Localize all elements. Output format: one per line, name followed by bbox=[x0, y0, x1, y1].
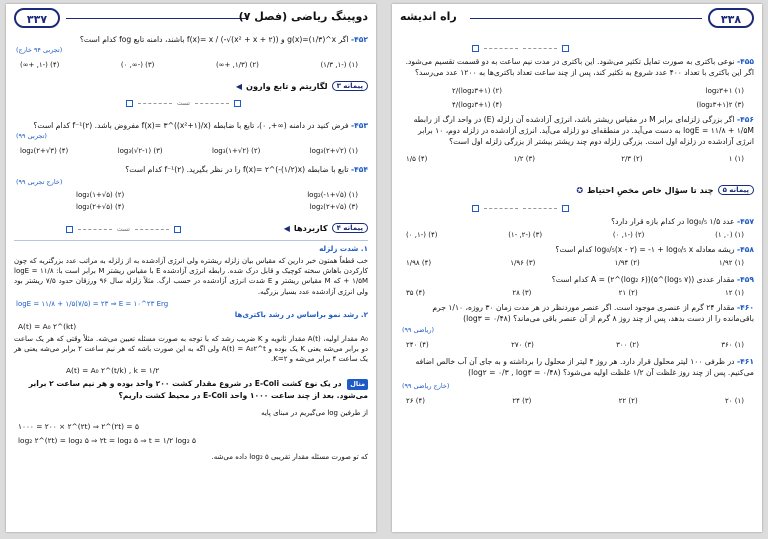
options-454-a bbox=[76, 190, 358, 201]
paragraph-bacteria: A₀ مقدار اولیه، A(t) مقدار ثانویه و K ضریب رشد که با توجه به صورت مسئله تعیین می‌شه. مثلاً وقتی که هر یک ساعت دو برابر می‌شه یعنی K یک بوده و A(t) = A₀۲^t ولی اگه به این صورت باشه که هر نیم ساعت ۲ برابر می‌شه یعنی هر یک ساعت ۴ برابر می‌شه و K=۲. bbox=[14, 335, 368, 364]
left-page bbox=[6, 4, 376, 532]
option-4[interactable]: (۴) (-۱, +∞) bbox=[20, 61, 60, 69]
question-number: ۴۵۴- bbox=[350, 165, 368, 174]
question-text: فرض کنید در دامنه (∞+, ۰)، تابع با ضابطه f(x)= ۳^((x²+۱)/x) مفروض باشد. f⁻¹(۲) کدام است؟ bbox=[33, 121, 349, 130]
options-461 bbox=[406, 396, 744, 407]
checkbox-icon bbox=[174, 226, 181, 233]
question-452 bbox=[14, 34, 368, 46]
options-460 bbox=[406, 340, 744, 351]
section-5-heading bbox=[576, 182, 754, 198]
test-ruler bbox=[66, 225, 181, 233]
option-4[interactable]: (۴) ۳۵ bbox=[406, 289, 426, 297]
question-text: ریشه معادله log₀/₅(x - ۲) = -۱ + log₀/₅ x کدام است؟ bbox=[555, 245, 735, 254]
source-badge: (تجربی ۹۴ خارج) bbox=[16, 46, 63, 54]
question-459 bbox=[400, 274, 754, 286]
subheading-earthquake: ۱. شدت زلزله bbox=[319, 244, 368, 253]
ruler-label: تست bbox=[177, 99, 190, 107]
source-badge: (ریاضی ۹۹) bbox=[402, 326, 434, 334]
math-step-2: log₂ ۲^(۲t) = log₂ ۵ ⇒ ۲t = log₂ ۵ ⇒ t = ۱/۲ log₂ ۵ bbox=[18, 436, 197, 445]
checkbox-icon bbox=[472, 45, 479, 52]
section-title: چند تا سؤال خاص مخصِ احتیاط bbox=[587, 185, 714, 195]
checkbox-icon bbox=[126, 100, 133, 107]
source-badge: (تجربی ۹۹) bbox=[16, 132, 47, 140]
divider bbox=[14, 240, 368, 241]
section-mark: پیمانه ۴ bbox=[332, 223, 368, 233]
example-note: از طرفین log می‌گیریم در مبنای پایه bbox=[261, 409, 368, 417]
question-text: اگر بزرگی زلزله‌ای برابر M در مقیاس ریشتر باشد، انرژی آزادشده آن زلزله (E) در واحد ارگ از رابطه logE = ۱۱/۸ + ۱/۵M به دست می‌آید. در منطقه‌ای دو زلزله می‌آید. انرژی آزادشده در زلزله دوم، ۱۰ برابر انرژی آزادشده در زلزله اول است. بزرگی زلزله دوم چند ریشتر بیشتر از بزرگی زلزله اول است؟ bbox=[413, 115, 754, 146]
option-3[interactable]: (۳) ۲۷۰ bbox=[511, 341, 534, 349]
question-453 bbox=[14, 120, 368, 132]
option-1[interactable]: (۱) ۱۲ bbox=[725, 289, 744, 297]
options-458 bbox=[406, 258, 744, 269]
question-454 bbox=[14, 164, 368, 176]
option-2[interactable]: (۲) ۱/۹۴ bbox=[614, 259, 640, 267]
checkbox-icon bbox=[66, 226, 73, 233]
question-text: اگر g(x)=(۱/۳)^x و f(x)= x / (-√(x² + x + ۲)) باشند، دامنه تابع fog کدام است؟ bbox=[79, 35, 349, 44]
option-2[interactable]: (۲) ۳۰۰ bbox=[616, 341, 639, 349]
options-454-b bbox=[76, 202, 358, 213]
option-1[interactable]: (۱) ۲۰ bbox=[725, 397, 744, 405]
section-mark: پیمانه ۵ bbox=[718, 185, 754, 195]
question-text: تابع با ضابطه f(x)= ۲^(-(۱/۲)x) را در نظر بگیرید. f⁻¹(۲) کدام است؟ bbox=[125, 165, 349, 174]
final-note: که تو صورت مسئله مقدار تقریبی log₂ ۵ داده می‌شه. bbox=[211, 453, 368, 461]
option-4[interactable]: (۴) ۲۶ bbox=[406, 397, 426, 405]
option-2[interactable]: (۲) ۲۲ bbox=[618, 397, 638, 405]
formula-growth-half: A(t) = A₀ ۲^(t/k) , k = ۱/۲ bbox=[66, 366, 160, 375]
options-455-a bbox=[452, 86, 744, 97]
example-block bbox=[14, 378, 368, 402]
option-4[interactable]: (۴) ۱/۵ bbox=[406, 155, 428, 163]
option-2[interactable]: (۲) (۱+log₂۳)/۲ bbox=[452, 87, 502, 95]
question-number: ۴۵۹- bbox=[736, 275, 754, 284]
left-header bbox=[14, 8, 368, 30]
source-badge: (خارج تجربی ۹۹) bbox=[16, 178, 63, 186]
options-457 bbox=[406, 230, 744, 241]
flame-icon: ✪ bbox=[576, 185, 584, 195]
option-4[interactable]: (۴) log₂(۲+√۳) bbox=[20, 147, 69, 155]
formula-growth: A(t) = A₀ ۲^(kt) bbox=[18, 322, 77, 331]
option-2[interactable]: (۲) log₃(۱+√۲) bbox=[212, 147, 261, 155]
question-455 bbox=[400, 56, 754, 80]
question-457 bbox=[400, 216, 754, 228]
option-4[interactable]: (۴) log₂(۲+√۵) bbox=[76, 203, 125, 211]
options-455-b bbox=[452, 100, 744, 111]
option-3[interactable]: (۳) ۲۸ bbox=[512, 289, 532, 297]
option-1[interactable]: (۱) log₃(۲+√۲) bbox=[309, 147, 358, 155]
option-4[interactable]: (۴) ۱/۹۸ bbox=[406, 259, 432, 267]
question-text: نوعی باکتری به صورت تمایل تکثیر می‌شود. این باکتری در مدت نیم ساعت به دو قسمت تقسیم می‌شود. اگر این باکتری با تعداد ۴۰۰ عدد شروع به تکثیر کند، پس از چند ساعت تعداد باکتری‌ها به ۱۲۰۰ عدد می‌رسد؟ bbox=[405, 57, 754, 77]
arrow-icon: ◀ bbox=[283, 223, 290, 233]
test-ruler bbox=[126, 99, 241, 107]
option-3[interactable]: (۳) ۱/۲ bbox=[513, 155, 535, 163]
question-text: مقدار عددی A = (۲^(log₂ ۶))(۵^(log₅ ۷)) کدام است؟ bbox=[551, 275, 735, 284]
question-number: ۴۵۵- bbox=[736, 57, 754, 66]
question-458 bbox=[400, 244, 754, 256]
option-3[interactable]: (۳) log₃(√۲-۱) bbox=[117, 147, 163, 155]
option-3[interactable]: (۳) (-∞, ۰) bbox=[120, 61, 155, 69]
question-460 bbox=[400, 302, 754, 326]
section-mark: پیمانه ۳ bbox=[332, 81, 368, 91]
option-2[interactable]: (۲) (۱/۳, +∞) bbox=[215, 61, 259, 69]
section-title: کاربردها bbox=[293, 223, 328, 233]
checkbox-icon bbox=[234, 100, 241, 107]
example-tag: مثال bbox=[347, 379, 368, 390]
source-badge: (خارج ریاضی ۹۹) bbox=[402, 382, 450, 390]
left-header-title: دوپینگ ریاضی (فصل ۷) bbox=[238, 10, 368, 23]
header-rule bbox=[470, 18, 702, 19]
option-3[interactable]: (۳) ۲۴ bbox=[512, 397, 532, 405]
math-step-1: ۱۰۰۰ = ۲۰۰ × ۲^(۲t) ⇒ ۲^(۲t) = ۵ bbox=[18, 422, 139, 431]
option-1[interactable]: (۱) ۱ bbox=[728, 155, 744, 163]
question-text: مقدار ۲۴ گرم از عنصری موجود است. اگر عنصر موردنظر در هر مدت زمان ۳۰ روزه، ۱/۱۰ جرم باقی‌مانده را از دست بدهد، پس از چند روز ۸ گرم از آن عنصر باقی می‌ماند؟ (log۳ = ۰/۴۸) bbox=[432, 303, 754, 323]
test-ruler bbox=[472, 44, 569, 52]
question-461 bbox=[400, 356, 754, 380]
question-number: ۴۵۳- bbox=[350, 121, 368, 130]
test-ruler bbox=[472, 204, 569, 212]
option-2[interactable]: (۲) ۲۱ bbox=[618, 289, 638, 297]
right-page bbox=[392, 4, 762, 532]
option-1[interactable]: (۱) (-۱, ۱/۳) bbox=[320, 61, 358, 69]
left-page-number: ۳۳۷ bbox=[14, 8, 60, 28]
option-1[interactable]: (۱) ۱/۹۲ bbox=[718, 259, 744, 267]
section-3-heading bbox=[236, 78, 368, 94]
option-1[interactable]: (۱) log₂(-۱+√۵) bbox=[307, 191, 358, 199]
arrow-icon: ◀ bbox=[235, 81, 242, 91]
formula-energy: logE = ۱۱/۸ + ۱/۵(۷/۵) = ۲۳ ⇒ E = ۱۰^۲۳ Erg bbox=[16, 300, 169, 308]
right-page-number: ۳۳۸ bbox=[708, 8, 754, 28]
option-4[interactable]: (۴) (-۱, ۰) bbox=[406, 231, 438, 239]
question-number: ۴۵۷- bbox=[736, 217, 754, 226]
section-4-heading bbox=[284, 220, 368, 236]
option-2[interactable]: (۲) log₂(۱+√۵) bbox=[76, 191, 125, 199]
example-text: در یک نوع کشت E-Coli در شروع مقدار کشت ۲۰۰ واحد بوده و هر نیم ساعت ۲ برابر می‌شود. بعد از چند ساعت ۱۰۰۰ واحد E-Coli در محیط کشت داریم؟ bbox=[28, 379, 368, 400]
question-number: ۴۶۱- bbox=[736, 357, 754, 366]
checkbox-icon bbox=[562, 205, 569, 212]
options-452 bbox=[20, 60, 358, 71]
right-header bbox=[400, 8, 754, 30]
option-1[interactable]: (۱) ۳۶۰ bbox=[721, 341, 744, 349]
option-1[interactable]: (۱) ۱+log₂۳ bbox=[705, 87, 744, 95]
option-3[interactable]: (۳) ۲(۱+log₂۳) bbox=[696, 101, 744, 109]
option-3[interactable]: (۳) log₂(۲+√۵) bbox=[309, 203, 358, 211]
question-456 bbox=[400, 114, 754, 148]
right-header-title: راه اندیشه bbox=[400, 10, 457, 23]
option-3[interactable]: (۳) (-۲, -۱) bbox=[508, 231, 543, 239]
options-459 bbox=[406, 288, 744, 299]
subheading-bacteria: ۲. رشد نمو براساس در رشد باکتری‌ها bbox=[234, 310, 368, 319]
option-1[interactable]: (۱) (۰, ۱) bbox=[715, 231, 744, 239]
question-number: ۴۵۲- bbox=[350, 35, 368, 44]
option-2[interactable]: (۲) ۲/۳ bbox=[621, 155, 643, 163]
section-title: لگاریتم و تابع وارون bbox=[245, 81, 328, 91]
question-text: در ظرفی ۱۰۰ لیتر محلول قرار دارد. هر روز ۴ لیتر از محلول را برداشته و به جای آن آب خالص اضافه می‌کنیم. پس از چند روز غلظت آن ۱/۲ غلظت اولیه می‌شود؟ (log۲ = ۰/۳ , log۳ = ۰/۴۸) bbox=[415, 357, 754, 377]
option-4[interactable]: (۴) (۱+log₂۳)/۴ bbox=[452, 101, 502, 109]
checkbox-icon bbox=[472, 205, 479, 212]
ruler-label: تست bbox=[117, 225, 130, 233]
question-number: ۴۵۶- bbox=[736, 115, 754, 124]
header-rule bbox=[66, 18, 248, 19]
options-453 bbox=[20, 146, 358, 157]
question-text: عدد log₀/₅ ۱/۵ در کدام بازه قرار دارد؟ bbox=[611, 217, 735, 226]
options-456 bbox=[406, 154, 744, 165]
option-2[interactable]: (۲) (-۱, ۰) bbox=[612, 231, 645, 239]
paragraph-earthquake: خب قطعاً همتون خبر دارین که مقیاس بیان زلزله ریشتره ولی انرژی آزادشده به از زلزله به مراتب عدد بزرگتریه که چون کارکردن باهاش سخته کوچیک و قابل درک شده. رابطه انرژی آزادشده E با مقیاس ریشتر M برابر است با: logE = ۱۱/۸ + ۱/۵M که M مقیاس ریشتر و E شدت انرژی آزادشده در حسب ارگ. مثلاً زلزله سال ۹۶ ورزقان حدود ۷/۵ ریشتر بود ولی انرژی آزادشده عدد بسیار بزرگیه. bbox=[14, 257, 369, 296]
checkbox-icon bbox=[562, 45, 569, 52]
option-3[interactable]: (۳) ۱/۹۶ bbox=[510, 259, 536, 267]
option-4[interactable]: (۴) ۲۴۰ bbox=[406, 341, 429, 349]
question-number: ۴۶۰- bbox=[736, 303, 754, 312]
question-number: ۴۵۸- bbox=[736, 245, 754, 254]
